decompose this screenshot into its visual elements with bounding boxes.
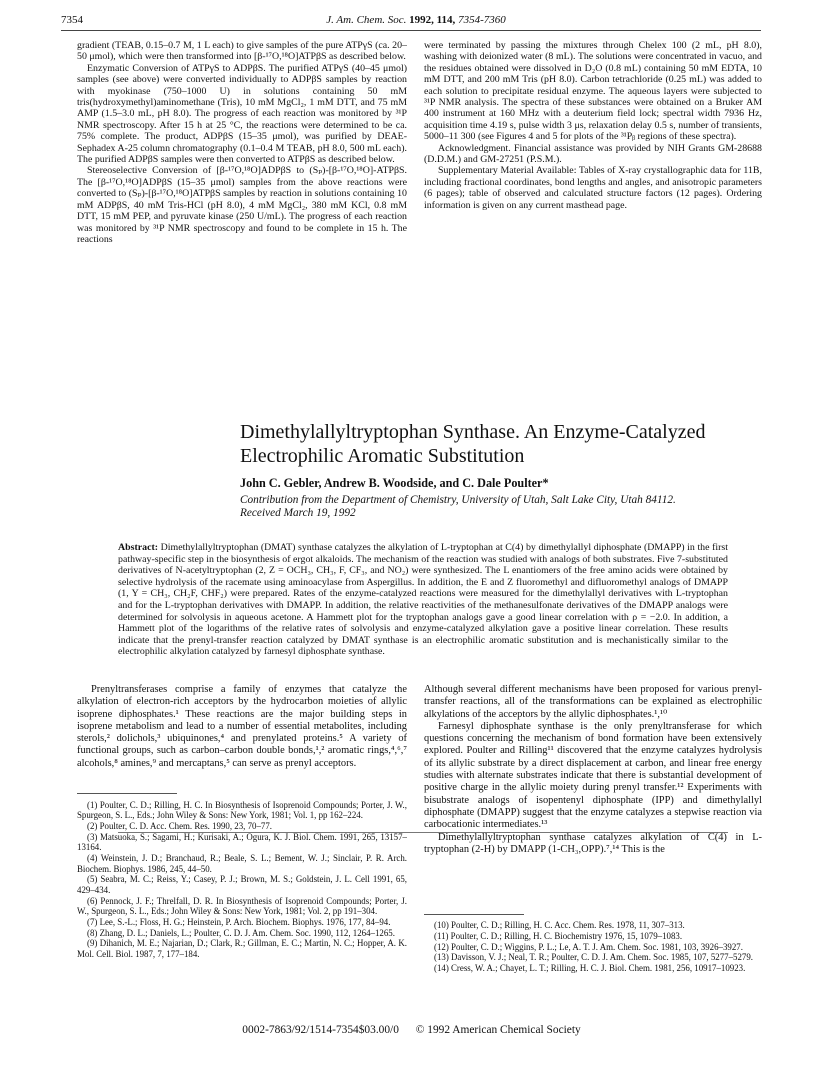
article-code: 0002-7863/92/1514-7354$03.00/0	[242, 1024, 399, 1036]
previous-article-paragraph: gradient (TEAB, 0.15–0.7 M, 1 L each) to give samples of the pure ATPγS (ca. 20–50 μmol), which were then transformed into [β-¹⁷O,¹⁸O]ATPβS as described below.	[77, 40, 407, 63]
article-received-date: Received March 19, 1992	[240, 507, 356, 519]
page-number: 7354	[61, 14, 83, 26]
article-affiliation: Contribution from the Department of Chemistry, University of Utah, Salt Lake City, Utah 84112.	[240, 494, 676, 506]
previous-article-paragraph: Stereoselective Conversion of [β-¹⁷O,¹⁸O]ADPβS to (Sₚ)-[β-¹⁷O,¹⁸O]-ATPβS. The [β-¹⁷O,¹⁸O]ADPβS (15–35 μmol) samples from the above reactions were converted to (Sₚ)-[β-¹⁷O,¹⁸O]ATPβS samples by reaction in solutions containing 10 mM ADPβS, 40 mM Tris-HCl (pH 8.0), 4 mM MgCl₂, 380 mM KCl, 0.8 mM DTT, 15 mM PEP, and pyruvate kinase (250 U/mL). The progress of each reaction was monitored by ³¹P NMR spectroscopy and found to be complete in 15 h. The reactions	[77, 165, 407, 245]
body-column-right	[424, 684, 762, 856]
acknowledgment: Acknowledgment. Financial assistance was provided by NIH Grants GM-28688 (D.D.M.) and GM-27251 (P.S.M.).	[424, 142, 762, 166]
copyright: © 1992 American Chemical Society	[415, 1024, 581, 1036]
journal-header	[236, 14, 596, 26]
article-authors: John C. Gebler, Andrew B. Woodside, and C. Dale Poulter*	[240, 476, 549, 490]
footnote: (6) Pennock, J. F.; Threlfall, D. R. In Biosynthesis of Isoprenoid Compounds; Porter, J. W., Spurgeon, S. L., Eds.; John Wiley & Sons: New York, 1981; Vol. 2, pp 191–304.	[77, 895, 407, 917]
body-paragraph: Dimethylallyltryptophan synthase catalyzes alkylation of C(4) in L-tryptophan (2-H) by DMAPP (1-CH₃,OPP).⁷,¹⁴ This is the	[424, 831, 762, 855]
footnote: (3) Matsuoka, S.; Sagami, H.; Kurisaki, A.; Ogura, K. J. Biol. Chem. 1991, 265, 13157–13164.	[77, 832, 407, 853]
footnote: (11) Poulter, C. D.; Rilling, H. C. Biochemistry 1976, 15, 1079–1083.	[434, 930, 683, 941]
previous-article-paragraph: were terminated by passing the mixtures through Chelex 100 (2 mL, pH 8.0), washing with deionized water (8 mL). The solutions were concentrated in vacuo, and the residues obtained were dissolved in D₂O (0.8 mL) containing 50 mM EDTA, 10 mM DTT, and 200 mM Tris (pH 8.0). Carbon tetrachloride (0.25 mL) was added to each solution to precipitate residual enzyme. The aqueous layers were subjected to ³¹P NMR analysis. The spectra of these substances were obtained on a Bruker AM 400 instrument at 160 MHz with a deuterium field lock; spectral width 7936 Hz, acquisition time 4.19 s, pulse width 3 μs, relaxation delay 0.5 s, number of transients, 5000–11 300 (see Figures 4 and 5 for plots of the ³¹Pᵦ regions of these spectra).	[424, 40, 762, 143]
article-title: Dimethylallyltryptophan Synthase. An Enzyme-Catalyzed Electrophilic Aromatic Substitution	[240, 421, 706, 467]
footnote: (14) Cress, W. A.; Chayet, L. T.; Rilling, H. C. J. Biol. Chem. 1981, 256, 10917–10923.	[434, 963, 746, 974]
footnote: (13) Davisson, V. J.; Neal, T. R.; Poulter, C. D. J. Am. Chem. Soc. 1985, 107, 5277–5279.	[434, 952, 753, 963]
footnote: (8) Zhang, D. L.; Daniels, L.; Poulter, C. D. J. Am. Chem. Soc. 1990, 112, 1264–1265.	[87, 927, 395, 938]
footnote-rule	[424, 914, 524, 915]
footnote: (10) Poulter, C. D.; Rilling, H. C. Acc. Chem. Res. 1978, 11, 307–313.	[434, 920, 685, 930]
abstract-label: Abstract:	[118, 542, 159, 553]
footnotes-right	[424, 920, 762, 974]
header-rule	[61, 30, 761, 31]
journal-year-volume: 1992, 114,	[409, 14, 456, 26]
body-paragraph: Farnesyl diphosphate synthase is the only prenyltransferase for which questions concerning the mechanism of bond formation have been extensively explored. Poulter and Rilling¹¹ discovered that the enzyme catalyzes hydrolysis of its allylic substrate by a direct displacement at carbon, and linear free energy studies with alternate substrates indicate that there is substantial development of positive charge in the allylic moiety during prenyl transfer.¹² Experiments with bisubstrate analogs of isopentenyl diphosphate (IPP) and dimethylallyl diphosphate (DMAPP) suggest that the enzyme catalyzes a stepwise reaction via carbocationic intermediates.¹³	[424, 720, 762, 831]
supplementary-material: Supplementary Material Available: Tables of X-ray crystallographic data for 11B, including fractional coordinates, bond lengths and angles, and anisotropic parameters (6 pages); table of observed and calculated structure factors (12 pages). Ordering information is given on any current masthead page.	[424, 165, 762, 211]
footnote: (4) Weinstein, J. D.; Branchaud, R.; Beale, S. L.; Bement, W. J.; Sinclair, P. R. Arch. Biochem. Biophys. 1986, 245, 44–50.	[77, 853, 407, 874]
footnote: (1) Poulter, C. D.; Rilling, H. C. In Biosynthesis of Isoprenoid Compounds; Porter, J. W., Spurgeon, S. L., Eds.; John Wiley & Sons: New York, 1981; Vol. 1, pp 162–224.	[77, 800, 407, 821]
body-column-left: Prenyltransferases comprise a family of enzymes that catalyze the alkylation of electron-rich acceptors by the hydrocarbon moieties of allylic isoprene diphosphates.¹ These reactions are the major building steps in isoprene metabolism and lead to a number of essential metabolites, including sterols,² dolichols,³ ubiquinones,⁴ and prenylated proteins.⁵ A variety of functional groups, such as carbon–carbon double bonds,¹,² aromatic rings,⁴,⁶,⁷ alcohols,⁸ amines,⁹ and mercaptans,⁵ can serve as prenyl acceptors.	[77, 684, 407, 769]
footnote: (5) Seabra, M. C.; Reiss, Y.; Casey, P. J.; Brown, M. S.; Goldstein, J. L. Cell 1991, 65, 429–434.	[77, 874, 407, 895]
abstract-text: Dimethylallyltryptophan (DMAT) synthase catalyzes the alkylation of L-tryptophan at C(4) by dimethylallyl diphosphate (DMAPP) in the first pathway-specific step in the biosynthesis of ergot alkaloids. The mechanism of the reaction was studied with analogs of both substrates. Five 7-substituted derivatives of N-acetyltryptophan (2, Z = OCH₃, CH₃, F, CF₃, and NO₂) were synthesized. The L enantiomers of the free amino acids were obtained by selective hydrolysis of the racemate using aminoacylase from Aspergillus. In addition, the E and Z fluoromethyl and difluoromethyl analogs of DMAPP (1, Y = CH₃, CH₂F, CHF₂) were prepared. Rates of the enzyme-catalyzed reactions were measured for the dimethylallyl derivatives with L-tryptophan and for the L-tryptophan derivatives with DMAPP. In addition, the relative reactivities of the methanesulfonate derivatives of the DMAPP analogs were determined for solvolysis in aqueous acetone. A Hammett plot for the tryptophan analogs gave a good linear correlation with ρ = −2.0. In addition, a Hammett plot of the logarithms of the relative rates of solvolysis and enzyme-catalyzed alkylation gave a positive linear correlation. These results indicate that the prenyl-transfer reaction catalyzed by DMAT synthase is an electrophilic aromatic substitution and is mechanistically similar to the electrophilic alkylation catalyzed by farnesyl diphosphate synthase.	[118, 542, 728, 658]
journal-name: J. Am. Chem. Soc.	[326, 14, 407, 26]
footnote: (7) Lee, S.-L.; Floss, H. G.; Heinstein, P. Arch. Biochem. Biophys. 1976, 177, 84–94.	[87, 916, 391, 927]
footnote: (12) Poulter, C. D.; Wiggins, P. L.; Le, A. T. J. Am. Chem. Soc. 1981, 103, 3926–3927.	[434, 941, 743, 952]
footnote: (9) Dihanich, M. E.; Najarian, D.; Clark, R.; Gillman, E. C.; Martin, N. C.; Hopper, A. K. Mol. Cell. Biol. 1987, 7, 177–184.	[77, 938, 407, 959]
article-affiliation-block	[240, 494, 760, 520]
body-paragraph: Although several different mechanisms have been proposed for various prenyl-transfer reactions, all of the transformations can be explained as electrophilic alkylations of the acceptors by the allylic diphosphates.¹,¹⁰	[424, 684, 762, 720]
footnote: (2) Poulter, C. D. Acc. Chem. Res. 1990, 23, 70–77.	[87, 821, 273, 832]
previous-article-column-left	[77, 40, 407, 245]
journal-pages: 7354-7360	[458, 14, 506, 26]
previous-article-paragraph: Enzymatic Conversion of ATPγS to ADPβS. The purified ATPγS (40–45 μmol) samples (see above) were converted individually to ADPβS samples by reaction with myokinase (750–1000 U) in solutions containing 50 mM tris(hydroxymethyl)aminomethane (Tris), 10 mM MgCl₂, 1 mM DTT, and 75 mM AMP (1.5–3.0 mL, pH 8.0). The progress of each reaction was monitored by ³¹P NMR spectroscopy. After 15 h at 25 °C, the reactions were determined to be ca. 75% complete. The product, ADPβS (15–35 μmol), was purified by DEAE-Sephadex A-25 column chromatography (0.1–0.4 M TEAB, pH 8.0, 500 mL each). The purified ADPβS samples were then converted to ATPβS as described below.	[77, 62, 407, 166]
page-footer	[0, 1024, 823, 1036]
footnotes-left	[77, 800, 407, 960]
previous-article-column-right	[424, 40, 762, 211]
abstract	[118, 542, 728, 658]
footnote-rule	[77, 793, 177, 794]
